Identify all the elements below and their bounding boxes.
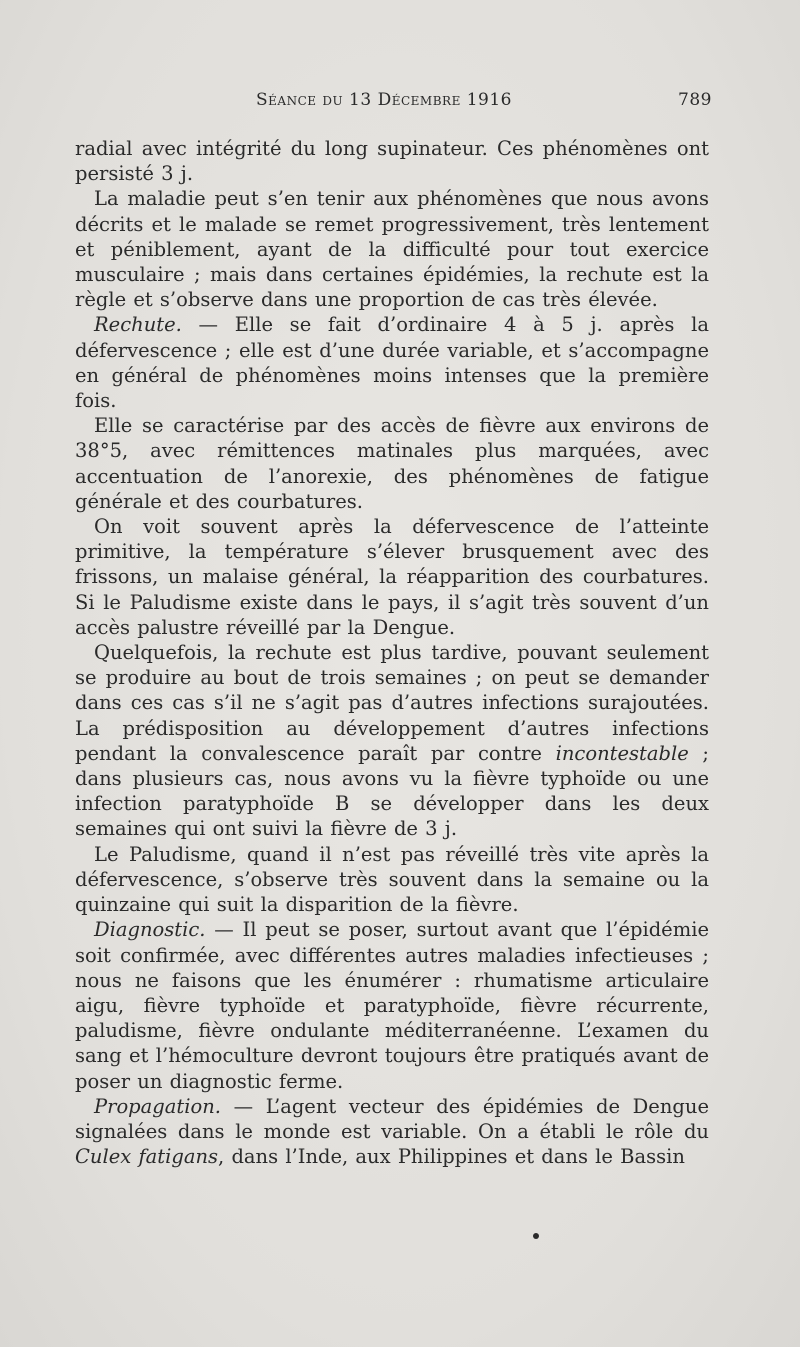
emphasis: incontestable xyxy=(555,741,689,765)
paragraph-text: On voit souvent après la défervescence de l’atteinte primitive, la température s’élever brusquement avec des frissons, un malaise général, la réapparition des courbatures. Si le Paludisme existe dans le pays, il s’agit très souvent d’un accès palustre réveillé par la Dengue. xyxy=(75,515,709,639)
body-text xyxy=(75,136,709,1169)
paragraph-text: ; dans plusieurs cas, nous avons vu la fièvre typhoïde ou une infection paratyphoïde B se développer dans les deux semaines qui ont suivi la fièvre de 3 j. xyxy=(75,741,709,841)
header-title: Séance du 13 Décembre 1916 xyxy=(256,90,512,110)
paragraph xyxy=(75,917,709,1093)
running-header xyxy=(0,90,800,114)
section-heading-propagation: Propagation. xyxy=(94,1094,221,1118)
page-number: 789 xyxy=(678,90,712,110)
paragraph xyxy=(75,842,709,918)
paragraph-text: — Elle se fait d’ordinaire 4 à 5 j. après la défervescence ; elle est d’une durée variable, et s’accompagne en général de phénomènes moins intenses que la première fois. xyxy=(75,313,709,413)
paragraph xyxy=(75,312,709,413)
emphasis: Culex fatigans xyxy=(75,1145,219,1169)
paragraph-text: Elle se caractérise par des accès de fièvre aux environs de 38°5, avec rémittences matinales plus marquées, avec accentuation de l’anorexie, des phénomènes de fatigue générale et des courbatures. xyxy=(75,414,709,513)
paragraph xyxy=(75,640,709,842)
paragraph xyxy=(75,136,709,186)
paragraph-text: — Il peut se poser, surtout avant que l’épidémie soit confirmée, avec différentes autres maladies infectieuses ; nous ne faisons que les énumérer : rhumatisme articulaire aigu, fièvre typhoïde et paratyphoïde, fièvre récurrente, paludisme, fièvre ondulante méditerranéenne. L’examen du sang et l’hémoculture devront toujours être pratiqués avant de poser un diagnostic ferme. xyxy=(75,918,709,1093)
paragraph-text: , dans l’Inde, aux Philippines et dans le Bassin xyxy=(218,1145,685,1169)
section-heading-rechute: Rechute. xyxy=(94,313,182,337)
paragraph-text: La maladie peut s’en tenir aux phénomènes que nous avons décrits et le malade se remet progressivement, très lentement et péniblement, ayant de la difficulté pour tout exercice musculaire ; mais dans certaines épidémies, la rechute est la règle et s’observe dans une proportion de cas très élevée. xyxy=(75,187,709,312)
paragraph xyxy=(75,1094,709,1170)
section-heading-diagnostic: Diagnostic. xyxy=(94,918,206,942)
paragraph-text: radial avec intégrité du long supinateur. Ces phénomènes ont persisté 3 j. xyxy=(75,137,709,186)
paragraph-text: Le Paludisme, quand il n’est pas réveillé très vite après la défervescence, s’observe très souvent dans la semaine ou la quinzaine qui suit la disparition de la fièvre. xyxy=(75,842,709,917)
paragraph-text: Quelquefois, la rechute est plus tardive, pouvant seulement se produire au bout de trois semaines ; on peut se demander dans ces cas s’il ne s’agit pas d’autres infections surajoutées. La prédisposition au développement d’autres infections pendant la convalescence paraît par contre xyxy=(75,641,709,765)
paragraph xyxy=(75,413,709,514)
printer-mark xyxy=(533,1233,539,1239)
paragraph-text: — L’agent vecteur des épidémies de Dengue signalées dans le monde est variable. On a établi le rôle du xyxy=(75,1094,709,1143)
paragraph xyxy=(75,186,709,312)
paragraph xyxy=(75,514,709,640)
